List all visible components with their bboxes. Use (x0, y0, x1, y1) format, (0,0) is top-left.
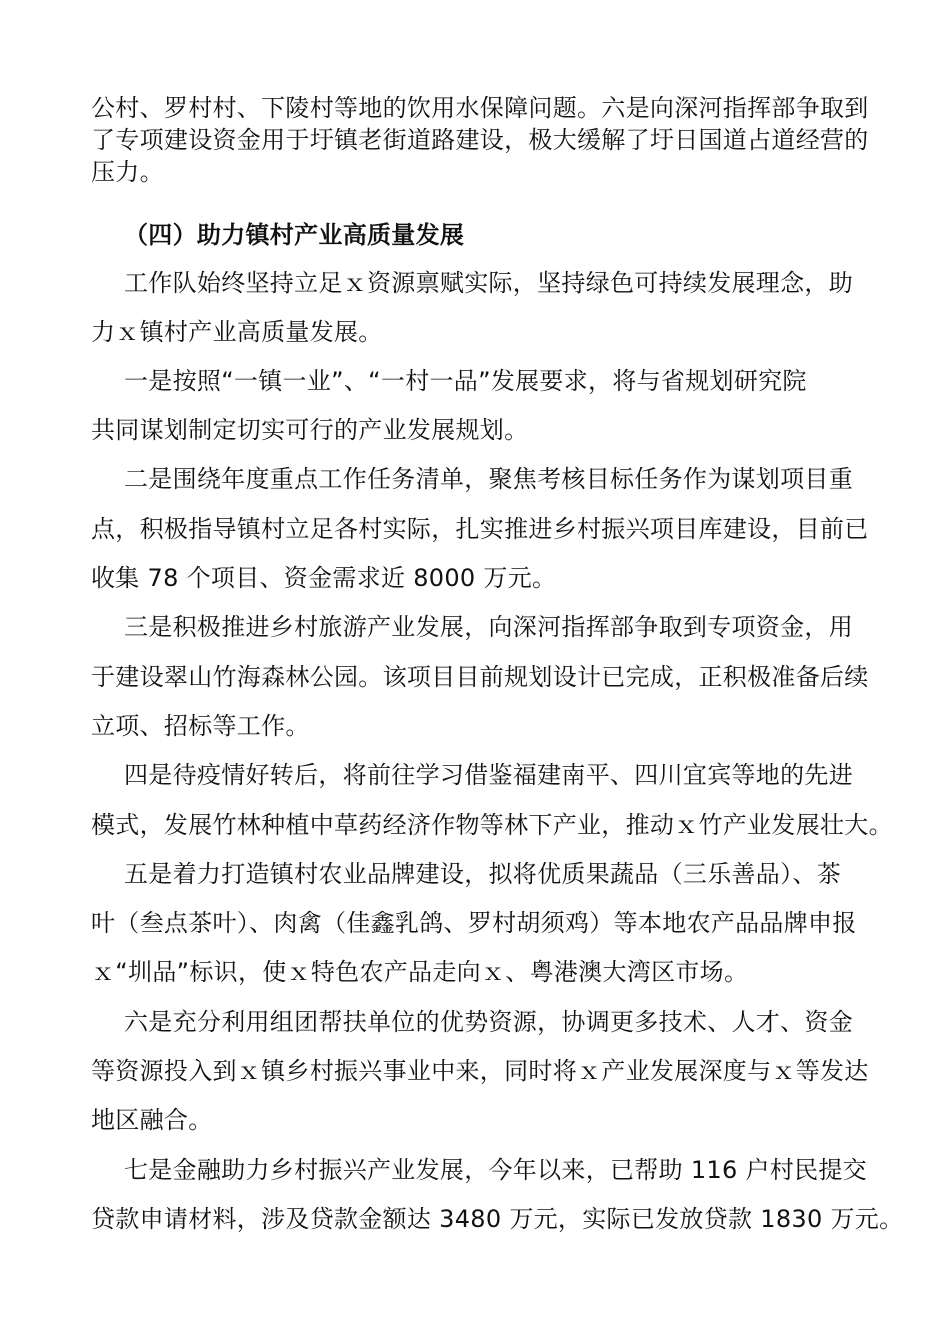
text-line: 点，积极指导镇村立足各村实际，扎实推进乡村振兴项目库建设，目前已 (91, 515, 869, 543)
text-line: 压力。 (91, 158, 164, 186)
text-line: 贷款申请材料，涉及贷款金额达 3480 万元，实际已发放贷款 1830 万元。 (91, 1205, 904, 1233)
text-line: 公村、罗村村、下陵村等地的饮用水保障问题。六是向深河指挥部争取到 (91, 94, 869, 122)
text-line: 了专项建设资金用于圩镇老街道路建设，极大缓解了圩日国道占道经营的 (91, 126, 869, 154)
text-line: 三是积极推进乡村旅游产业发展，向深河指挥部争取到专项资金，用 (124, 613, 853, 641)
text-line: 地区融合。 (91, 1106, 213, 1134)
text-line: 四是待疫情好转后，将前往学习借鉴福建南平、四川宜宾等地的先进 (124, 761, 853, 789)
text-line: 收集 78 个项目、资金需求近 8000 万元。 (91, 564, 557, 592)
section-heading: （四）助力镇村产业高质量发展 (124, 221, 465, 249)
text-line: 力ｘ镇村产业高质量发展。 (91, 318, 383, 346)
text-line: 等资源投入到ｘ镇乡村振兴事业中来，同时将ｘ产业发展深度与ｘ等发达 (91, 1057, 869, 1085)
text-line: 立项、招标等工作。 (91, 712, 310, 740)
text-line: 共同谋划制定切实可行的产业发展规划。 (91, 416, 529, 444)
text-line: 六是充分利用组团帮扶单位的优势资源，协调更多技术、人才、资金 (124, 1008, 853, 1036)
text-line: 工作队始终坚持立足ｘ资源禀赋实际，坚持绿色可持续发展理念，助 (124, 269, 853, 297)
text-line: 一是按照“一镇一业”、“一村一品”发展要求，将与省规划研究院 (124, 367, 807, 395)
text-line: 七是金融助力乡村振兴产业发展，今年以来，已帮助 116 户村民提交 (124, 1156, 867, 1184)
text-line: 叶（叁点茶叶）、肉禽（佳鑫乳鸽、罗村胡须鸡）等本地农产品品牌申报 (91, 909, 857, 937)
text-line: 于建设翠山竹海森林公园。该项目目前规划设计已完成，正积极准备后续 (91, 663, 869, 691)
text-line: 二是围绕年度重点工作任务清单，聚焦考核目标任务作为谋划项目重 (124, 465, 853, 493)
text-line: 五是着力打造镇村农业品牌建设，拟将优质果蔬品（三乐善品）、茶 (124, 860, 841, 888)
text-line: 模式，发展竹林种植中草药经济作物等林下产业，推动ｘ竹产业发展壮大。 (91, 811, 893, 839)
text-line: ｘ“圳品”标识，使ｘ特色农产品走向ｘ、粤港澳大湾区市场。 (91, 958, 749, 986)
